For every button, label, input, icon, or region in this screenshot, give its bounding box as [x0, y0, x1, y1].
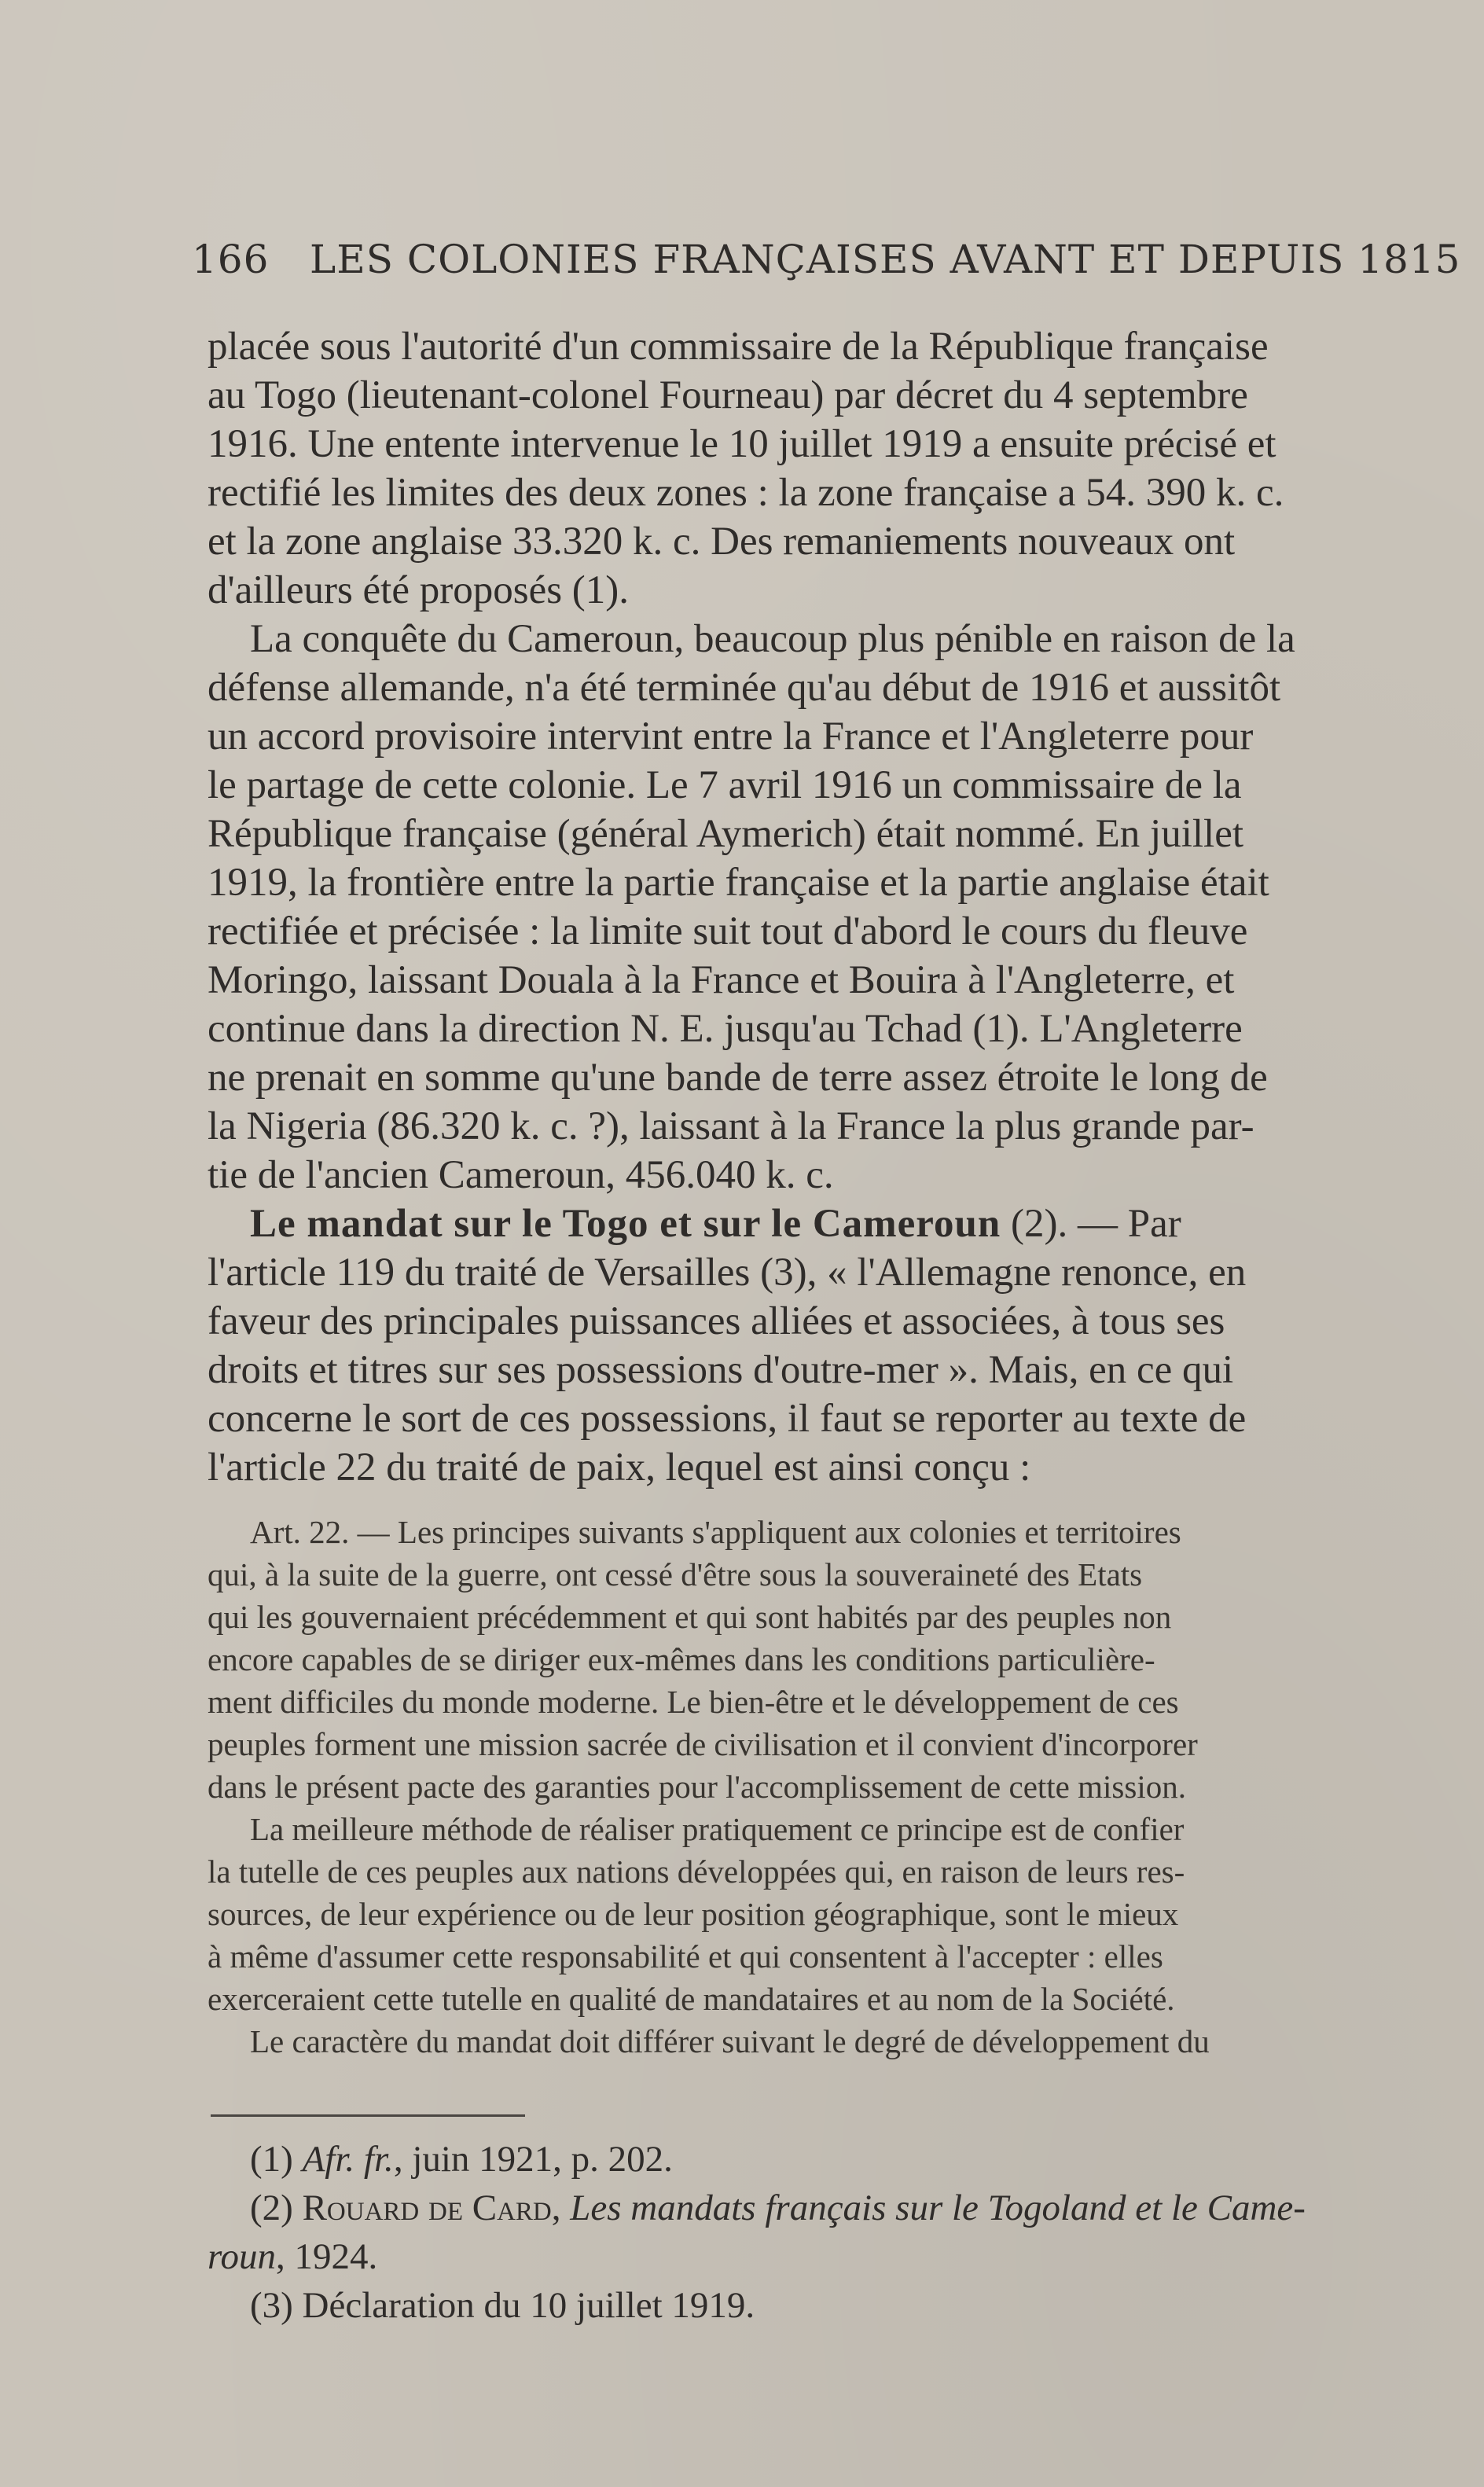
- footnote-2-cont: [208, 2232, 1481, 2281]
- text-line: l'article 119 du traité de Versailles (3), « l'Allemagne renonce, en: [208, 1251, 1247, 1295]
- page-number: 166: [192, 237, 270, 282]
- main-text: [208, 322, 1481, 1492]
- footnote-detail: , 1924.: [276, 2236, 378, 2277]
- quote-line: Art. 22. — Les principes suivants s'appliquent aux colonies et territoires: [250, 1514, 1181, 1550]
- quote-line: la tutelle de ces peuples aux nations développées qui, en raison de leurs res-: [208, 1853, 1185, 1890]
- text-line: placée sous l'autorité d'un commissaire de la République française: [208, 325, 1269, 369]
- text-line: la Nigeria (86.320 k. c. ?), laissant à la France la plus grande par-: [208, 1104, 1254, 1148]
- text-line: au Togo (lieutenant-colonel Fourneau) par décret du 4 septembre: [208, 373, 1248, 417]
- quoted-article: [208, 1511, 1481, 2063]
- text-line: ne prenait en somme qu'une bande de terre assez étroite le long de: [208, 1056, 1268, 1100]
- running-header: [192, 236, 1461, 283]
- footnote-title-cont: roun: [208, 2236, 277, 2277]
- text-line: concerne le sort de ces possessions, il faut se reporter au texte de: [208, 1397, 1247, 1441]
- text-line: tie de l'ancien Cameroun, 456.040 k. c.: [208, 1153, 834, 1197]
- running-title: LES COLONIES FRANÇAISES AVANT ET DEPUIS 1815: [310, 237, 1461, 282]
- footnote-mark: (1): [250, 2139, 303, 2180]
- quote-line: sources, de leur expérience ou de leur position géographique, sont le mieux: [208, 1896, 1179, 1932]
- text-line: 1919, la frontière entre la partie française et la partie anglaise était: [208, 861, 1269, 905]
- text-line: faveur des principales puissances alliées et associées, à tous ses: [208, 1299, 1225, 1343]
- text-line: Moringo, laissant Douala à la France et Bouira à l'Angleterre, et: [208, 958, 1235, 1002]
- text-line: 1916. Une entente intervenue le 10 juillet 1919 a ensuite précisé et: [208, 422, 1276, 466]
- section-heading-line: [208, 1199, 1481, 1248]
- text-line: droits et titres sur ses possessions d'outre-mer ». Mais, en ce qui: [208, 1348, 1234, 1392]
- text-line: La conquête du Cameroun, beaucoup plus pénible en raison de la: [250, 617, 1295, 661]
- footnote-2: [208, 2184, 1481, 2232]
- quote-line: qui, à la suite de la guerre, ont cessé d'être sous la souveraineté des Etats: [208, 1556, 1143, 1592]
- quote-line: à même d'assumer cette responsabilité et qui consentent à l'accepter : elles: [208, 1938, 1163, 1975]
- footnote-detail: , juin 1921, p. 202.: [393, 2139, 673, 2180]
- text-line: d'ailleurs été proposés (1).: [208, 568, 630, 612]
- quote-line: peuples forment une mission sacrée de civilisation et il convient d'incorporer: [208, 1726, 1198, 1762]
- text-line: République française (général Aymerich) était nommé. En juillet: [208, 812, 1244, 856]
- footnote-1: [208, 2135, 1481, 2184]
- footnote-separator: ,: [551, 2188, 571, 2228]
- text-line: l'article 22 du traité de paix, lequel est ainsi conçu :: [208, 1446, 1031, 1490]
- quote-line: qui les gouvernaient précédemment et qui sont habités par des peuples non: [208, 1599, 1172, 1635]
- section-heading: Le mandat sur le Togo et sur le Cameroun: [250, 1202, 1001, 1246]
- footnote-divider: [211, 2114, 525, 2117]
- footnote-source: Afr. fr.: [302, 2139, 394, 2180]
- text-line: continue dans la direction N. E. jusqu'au Tchad (1). L'Angleterre: [208, 1007, 1243, 1051]
- quote-line: ment difficiles du monde moderne. Le bien-être et le développement de ces: [208, 1684, 1179, 1720]
- text-line: rectifié les limites des deux zones : la zone française a 54. 390 k. c.: [208, 471, 1284, 515]
- text-line: défense allemande, n'a été terminée qu'au début de 1916 et aussitôt: [208, 666, 1281, 710]
- section-heading-ref: (2). — Par: [1001, 1202, 1181, 1246]
- text-line: rectifiée et précisée : la limite suit tout d'abord le cours du fleuve: [208, 909, 1248, 953]
- text-line: et la zone anglaise 33.320 k. c. Des remaniements nouveaux ont: [208, 520, 1236, 564]
- quote-line: encore capables de se diriger eux-mêmes dans les conditions particulière-: [208, 1641, 1155, 1677]
- footnote-mark: (2): [250, 2188, 303, 2228]
- footnote-title: Les mandats français sur le Togoland et le Came-: [570, 2188, 1306, 2228]
- quote-line: La meilleure méthode de réaliser pratiquement ce principe est de confier: [250, 1811, 1185, 1847]
- footnote-3: (3) Déclaration du 10 juillet 1919.: [250, 2285, 755, 2326]
- quote-line: dans le présent pacte des garanties pour l'accomplissement de cette mission.: [208, 1769, 1186, 1805]
- footnotes: [208, 2135, 1481, 2330]
- quote-line: Le caractère du mandat doit différer suivant le degré de développement du: [250, 2023, 1210, 2059]
- quote-line: exerceraient cette tutelle en qualité de mandataires et au nom de la Société.: [208, 1981, 1175, 2017]
- text-line: un accord provisoire intervint entre la France et l'Angleterre pour: [208, 715, 1254, 759]
- footnote-author: Rouard de Card: [302, 2188, 552, 2228]
- text-line: le partage de cette colonie. Le 7 avril 1916 un commissaire de la: [208, 763, 1242, 807]
